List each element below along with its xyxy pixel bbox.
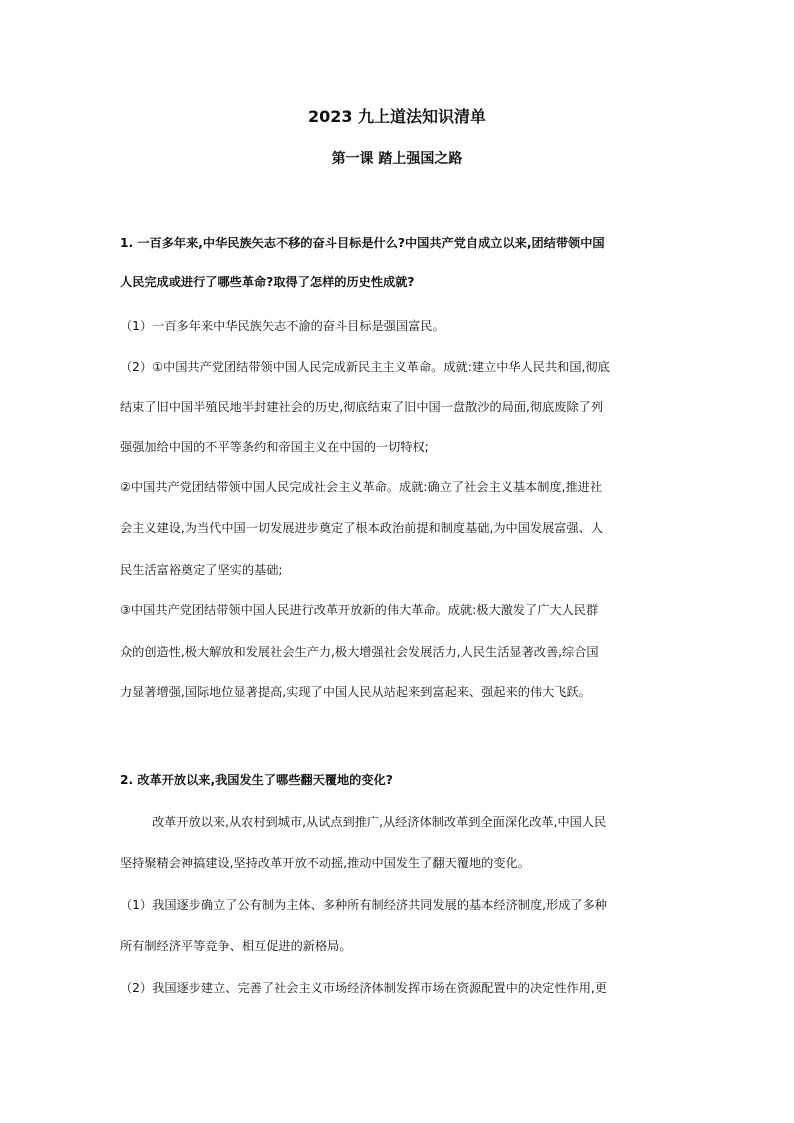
document-title: 2023 九上道法知识清单 (307, 107, 487, 126)
answer-1-point-2-line-1: ②中国共产党团结带领中国人民完成社会主义革命。成就:确立了社会主义基本制度,推进社 (120, 480, 603, 494)
answer-1-point-2-line-3: 民生活富裕奠定了坚实的基础; (120, 563, 283, 577)
answer-2-intro-line-1: 改革开放以来,从农村到城市,从试点到推广,从经济体制改革到全面深化改革,中国人民 (152, 815, 607, 829)
answer-1-part-1: （1）一百多年来中华民族矢志不渝的奋斗目标是强国富民。 (120, 319, 445, 333)
answer-1-point-3-line-2: 众的创造性,极大解放和发展社会生产力,极大增强社会发展活力,人民生活显著改善,综合国 (120, 645, 599, 659)
answer-1-part-2-line-2: 结束了旧中国半殖民地半封建社会的历史,彻底结束了旧中国一盘散沙的局面,彻底废除了列 (120, 400, 604, 414)
answer-1-part-2-line-1: （2）①中国共产党团结带领中国人民完成新民主主义革命。成就:建立中华人民共和国,彻底 (120, 360, 610, 374)
answer-1-point-2-line-2: 会主义建设,为当代中国一切发展进步奠定了根本政治前提和制度基础,为中国发展富强、人 (120, 521, 604, 535)
question-2: 2. 改革开放以来,我国发生了哪些翻天覆地的变化? (120, 773, 393, 787)
lesson-title: 第一课 踏上强国之路 (331, 151, 463, 167)
answer-1-point-3-line-1: ③中国共产党团结带领中国人民进行改革开放新的伟大革命。成就:极大激发了广大人民群 (120, 603, 599, 617)
answer-2-part-1-line-2: 所有制经济平等竞争、相互促进的新格局。 (120, 939, 352, 953)
question-1-line-1: 1. 一百多年来,中华民族矢志不移的奋斗目标是什么?中国共产党自成立以来,团结带领中国 (120, 236, 605, 250)
answer-2-part-1-line-1: （1）我国逐步确立了公有制为主体、多种所有制经济共同发展的基本经济制度,形成了多种 (120, 898, 607, 912)
answer-1-part-2-line-3: 强强加给中国的不平等条约和帝国主义在中国的一切特权; (120, 440, 429, 454)
answer-2-intro-line-2: 坚持聚精会神搞建设,坚持改革开放不动摇,推动中国发生了翻天覆地的变化。 (120, 856, 530, 870)
answer-2-part-2-line-1: （2）我国逐步建立、完善了社会主义市场经济体制发挥市场在资源配置中的决定性作用,更 (120, 981, 607, 995)
question-1-line-2: 人民完成或进行了哪些革命?取得了怎样的历史性成就? (120, 275, 415, 289)
answer-1-point-3-line-3: 力显著增强,国际地位显著提高,实现了中国人民从站起来到富起来、强起来的伟大飞跃。 (120, 685, 591, 699)
